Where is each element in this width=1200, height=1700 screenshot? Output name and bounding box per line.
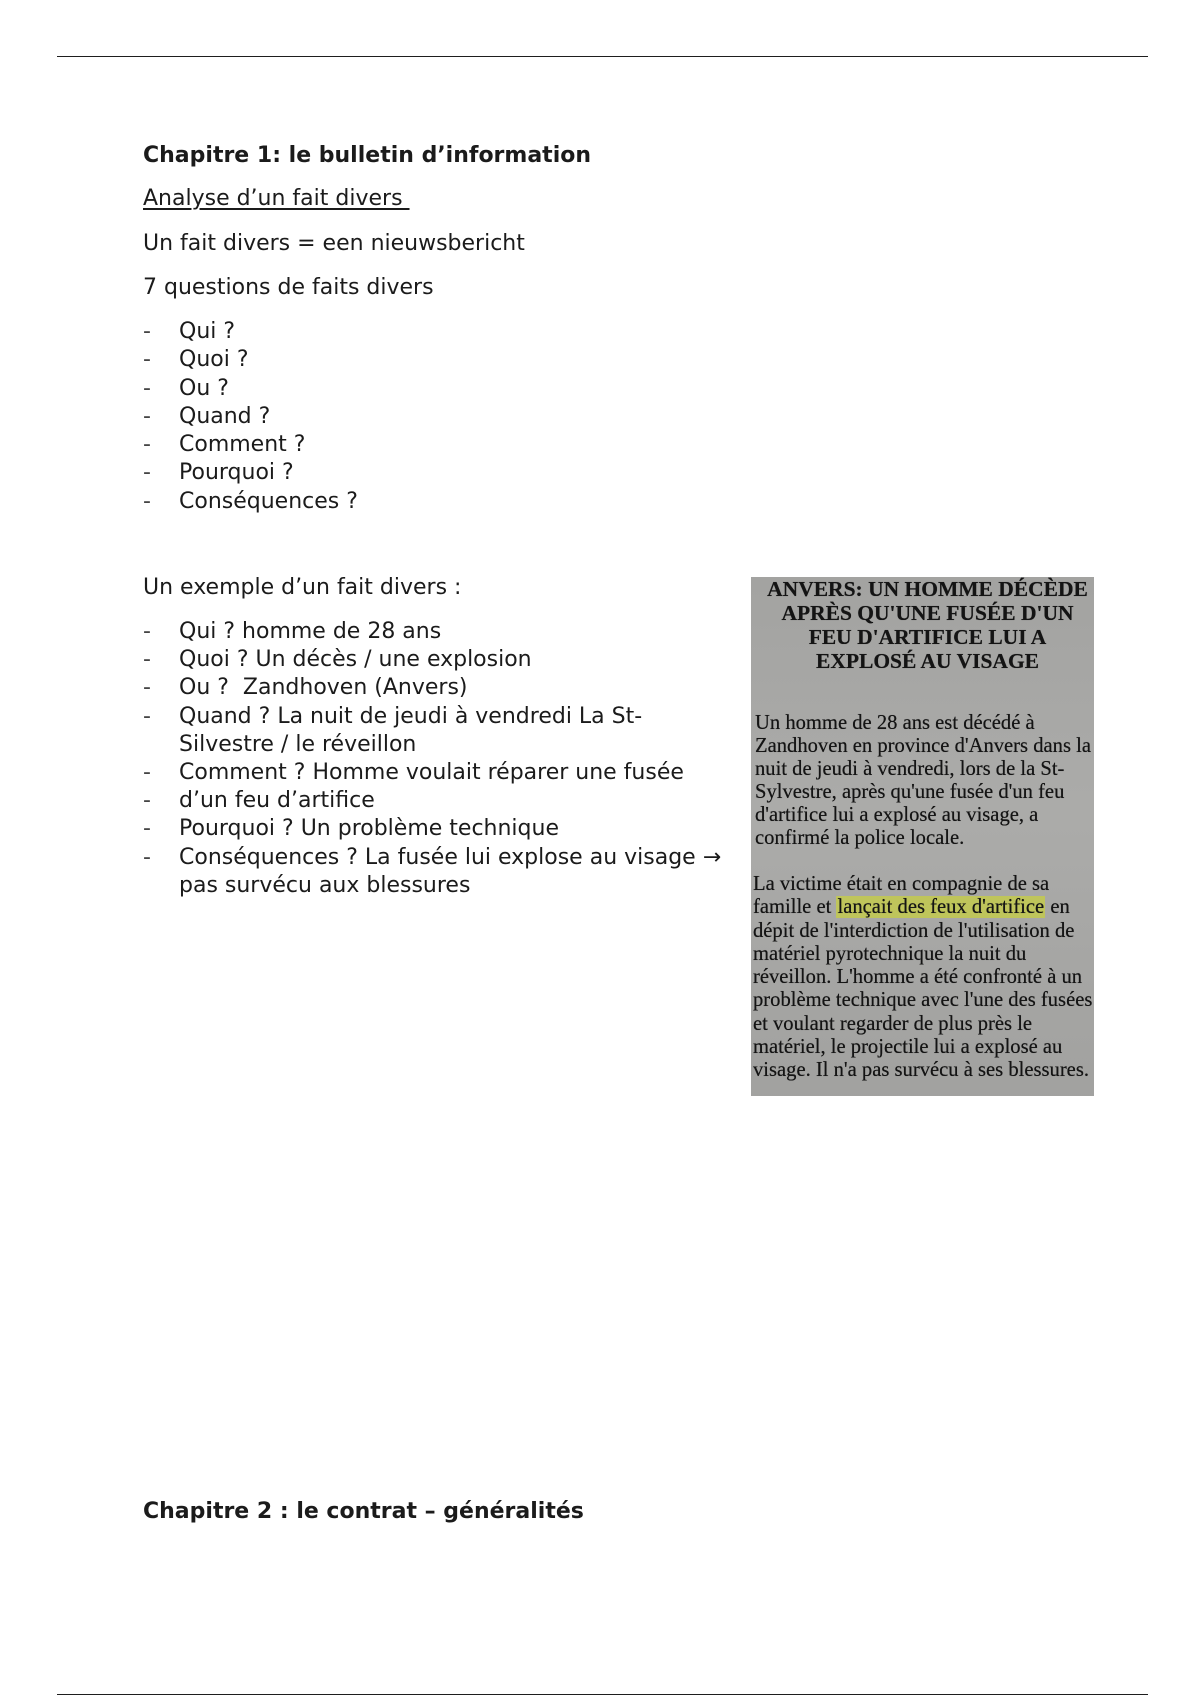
answer-text: Comment ? Homme voulait réparer une fusée [179, 760, 684, 786]
answer-text: Quoi ? Un décès / une explosion [179, 647, 532, 673]
chapter-2-title: Chapitre 2 : le contrat – généralités [143, 1499, 584, 1524]
question-text: Quoi ? [179, 347, 249, 373]
clipping-headline: ANVERS: UN HOMME DÉCÈDE APRÈS QU'UNE FUSÉE D'UN FEU D'ARTIFICE LUI A EXPLOSÉ AU VISAGE [767, 577, 1088, 673]
list-bullet: - [143, 647, 151, 673]
list-item [143, 403, 358, 431]
list-item [143, 844, 721, 900]
question-text: Pourquoi ? [179, 460, 294, 486]
question-text: Conséquences ? [179, 488, 358, 514]
example-intro: Un exemple d’un fait divers : [143, 575, 462, 600]
footer-rule [57, 1694, 1148, 1695]
question-text: Qui ? [179, 319, 236, 344]
list-item [143, 318, 358, 346]
clipping-paragraph-2-start: La victime était en compagnie de sa famille et [753, 873, 1050, 919]
definition-text: Un fait divers = een nieuwsbericht [143, 231, 525, 256]
list-bullet: - [143, 319, 151, 344]
list-bullet: - [143, 844, 151, 870]
questions-intro: 7 questions de faits divers [143, 275, 434, 300]
list-item [143, 375, 358, 403]
clipping-paragraph-1: Un homme de 28 ans est décédé à Zandhoven en province d'Anvers dans la nuit de jeudi à vendredi, lors de la St- Sylvestre, après qu'une fusée d'un feu d'artifice lui a explosé au visage, a confirmé la police locale. [755, 712, 1091, 849]
clipping-paragraph-2 [753, 873, 1092, 1083]
list-item [143, 646, 721, 674]
list-bullet: - [143, 488, 151, 514]
clipping-highlight: lançait des feux d'artifice [837, 896, 1045, 919]
answer-text: Ou ? Zandhoven (Anvers) [179, 675, 468, 701]
answer-text: Conséquences ? La fusée lui explose au visage → pas survécu aux blessures [179, 844, 722, 898]
list-bullet: - [143, 675, 151, 701]
list-item [143, 674, 721, 702]
question-text: Ou ? [179, 375, 229, 401]
list-bullet: - [143, 788, 151, 814]
clipping-paragraph-2-end: en dépit de l'interdiction de l'utilisation de matériel pyrotechnique la nuit du réveillon. L'homme a été confronté à un problème technique avec l'une des fusées et voulant regarder de plus près le matériel, le projectile lui a explosé au visage. Il n'a pas survécu à ses blessures. [753, 896, 1093, 1082]
news-clipping-image [751, 577, 1094, 1096]
list-bullet: - [143, 703, 151, 729]
list-bullet: - [143, 403, 151, 429]
answer-text: Pourquoi ? Un problème technique [179, 816, 559, 842]
questions-list [143, 318, 358, 516]
list-item [143, 431, 358, 459]
question-text: Quand ? [179, 403, 271, 429]
list-bullet: - [143, 816, 151, 842]
header-rule [57, 56, 1148, 57]
list-bullet: - [143, 432, 151, 457]
section-subheading-text: Analyse d’un fait divers [143, 186, 410, 211]
list-bullet: - [143, 619, 151, 644]
list-item [143, 703, 721, 759]
list-item [143, 759, 721, 787]
list-bullet: - [143, 460, 151, 486]
list-item [143, 815, 721, 843]
chapter-1-title: Chapitre 1: le bulletin d’information [143, 143, 592, 168]
list-bullet: - [143, 760, 151, 786]
answer-text: Quand ? La nuit de jeudi à vendredi La St- Silvestre / le réveillon [179, 703, 643, 757]
answer-text: d’un feu d’artifice [179, 788, 375, 814]
list-bullet: - [143, 375, 151, 401]
list-item [143, 787, 721, 815]
list-item [143, 488, 358, 516]
list-item [143, 346, 358, 374]
question-text: Comment ? [179, 432, 306, 457]
section-subheading [143, 185, 410, 213]
list-bullet: - [143, 347, 151, 373]
list-item [143, 459, 358, 487]
example-answers-list [143, 618, 721, 900]
answer-text: Qui ? homme de 28 ans [179, 619, 442, 644]
list-item [143, 618, 721, 646]
